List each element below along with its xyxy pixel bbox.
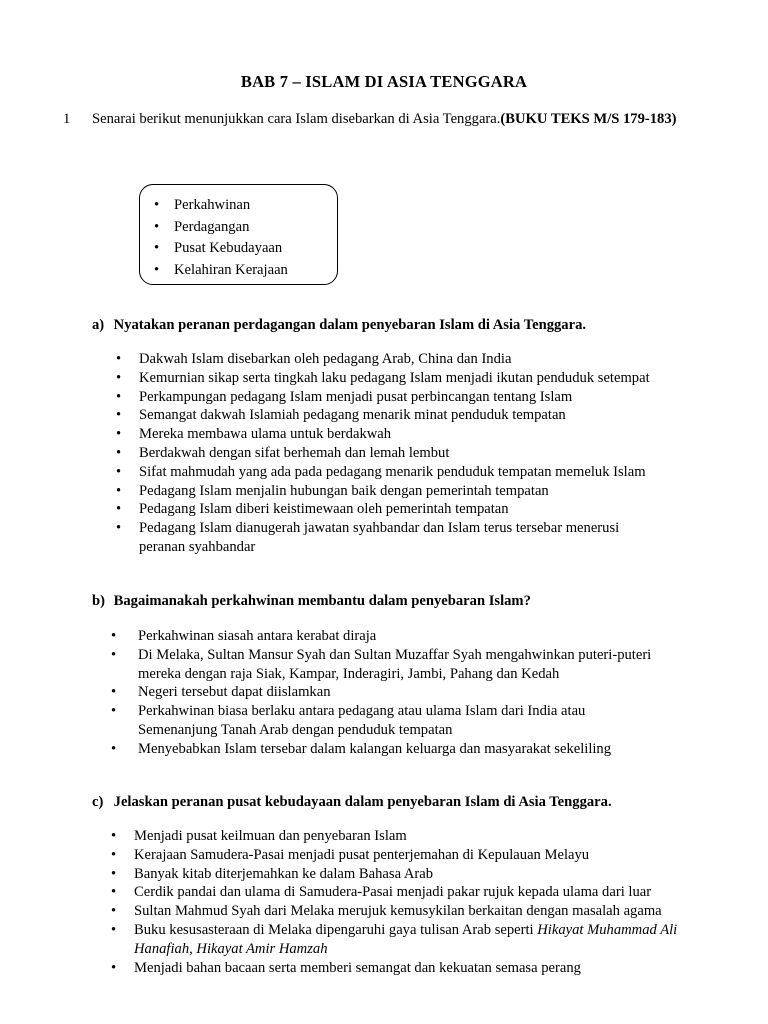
question-number: 1 xyxy=(63,111,71,127)
section-letter: c) xyxy=(92,794,104,810)
list-item: • Pedagang Islam menjalin hubungan baik dengan pemerintah tempatan xyxy=(116,482,726,501)
section-b-list xyxy=(111,627,731,759)
section-letter: b) xyxy=(92,593,105,609)
list-item: • Perkampungan pedagang Islam menjadi pusat perbincangan tentang Islam xyxy=(116,388,726,407)
list-item: • Berdakwah dengan sifat berhemah dan lemah lembut xyxy=(116,444,726,463)
list-item: • Banyak kitab diterjemahkan ke dalam Bahasa Arab xyxy=(111,865,731,884)
list-item: • Pedagang Islam diberi keistimewaan oleh pemerintah tempatan xyxy=(116,500,726,519)
question-prompt: Senarai berikut menunjukkan cara Islam disebarkan di Asia Tenggara. xyxy=(92,111,501,127)
page-title: BAB 7 – ISLAM DI ASIA TENGGARA xyxy=(240,72,528,91)
section-a-heading xyxy=(92,316,586,335)
list-item: • Perkahwinan biasa berlaku antara pedagang atau ulama Islam dari India atau Semenanjung Tanah Arab dengan penduduk tempatan xyxy=(111,702,638,740)
list-item: • Pusat Kebudayaan xyxy=(152,238,288,260)
list-item: • Perdagangan xyxy=(152,217,288,239)
list-item: • Perkahwinan siasah antara kerabat diraja xyxy=(111,627,731,646)
section-heading-text: Nyatakan peranan perdagangan dalam penyebaran Islam di Asia Tenggara. xyxy=(113,317,587,333)
question-text xyxy=(92,110,692,129)
list-item: • Kerajaan Samudera-Pasai menjadi pusat penterjemahan di Kepulauan Melayu xyxy=(111,846,731,865)
section-heading-text: Jelaskan peranan pusat kebudayaan dalam penyebaran Islam di Asia Tenggara. xyxy=(113,794,612,810)
list-item: • Negeri tersebut dapat diislamkan xyxy=(111,683,731,702)
list-item: • Menjadi pusat keilmuan dan penyebaran Islam xyxy=(111,827,731,846)
list-item: • Menjadi bahan bacaan serta memberi semangat dan kekuatan semasa perang xyxy=(111,959,731,978)
list-item xyxy=(111,921,724,959)
list-item: • Semangat dakwah Islamiah pedagang menarik minat penduduk tempatan xyxy=(116,406,726,425)
list-item: • Pedagang Islam dianugerah jawatan syahbandar dan Islam terus tersebar menerusi peranan syahbandar xyxy=(116,519,639,557)
section-heading-text: Bagaimanakah perkahwinan membantu dalam penyebaran Islam? xyxy=(113,593,531,609)
list-item: • Mereka membawa ulama untuk berdakwah xyxy=(116,425,726,444)
section-c-heading xyxy=(92,793,612,812)
literary-works-title: Hikayat Muhammad Ali Hanafiah, Hikayat Amir Hamzah xyxy=(134,921,678,957)
list-item: • Kemurnian sikap serta tingkah laku pedagang Islam menjadi ikutan penduduk setempat xyxy=(116,369,726,388)
section-a-list xyxy=(116,350,726,557)
list-item: • Sifat mahmudah yang ada pada pedagang menarik penduduk tempatan memeluk Islam xyxy=(116,463,726,482)
list-item: • Kelahiran Kerajaan xyxy=(152,260,288,282)
section-c-list xyxy=(111,827,731,977)
list-item: • Di Melaka, Sultan Mansur Syah dan Sultan Muzaffar Syah mengahwinkan puteri-puteri mereka dengan raja Siak, Kampar, Inderagiri, Jambi, Pahang dan Kedah xyxy=(111,646,683,684)
list-item: • Menyebabkan Islam tersebar dalam kalangan keluarga dan masyarakat sekeliling xyxy=(111,740,731,759)
list-item: • Perkahwinan xyxy=(152,195,288,217)
section-letter: a) xyxy=(92,317,105,333)
list-item-lead: Buku kesusasteraan di Melaka dipengaruhi gaya tulisan Arab seperti xyxy=(134,921,534,938)
list-item: • Dakwah Islam disebarkan oleh pedagang Arab, China dan India xyxy=(116,350,726,369)
list-item: • Sultan Mahmud Syah dari Melaka merujuk kemusykilan berkaitan dengan masalah agama xyxy=(111,902,731,921)
section-b-heading xyxy=(92,592,531,611)
list-item: • Cerdik pandai dan ulama di Samudera-Pasai menjadi pakar rujuk kepada ulama dari luar xyxy=(111,883,731,902)
textbook-reference: (BUKU TEKS M/S 179-183) xyxy=(500,111,677,127)
methods-list xyxy=(152,195,288,281)
methods-box xyxy=(139,184,338,285)
